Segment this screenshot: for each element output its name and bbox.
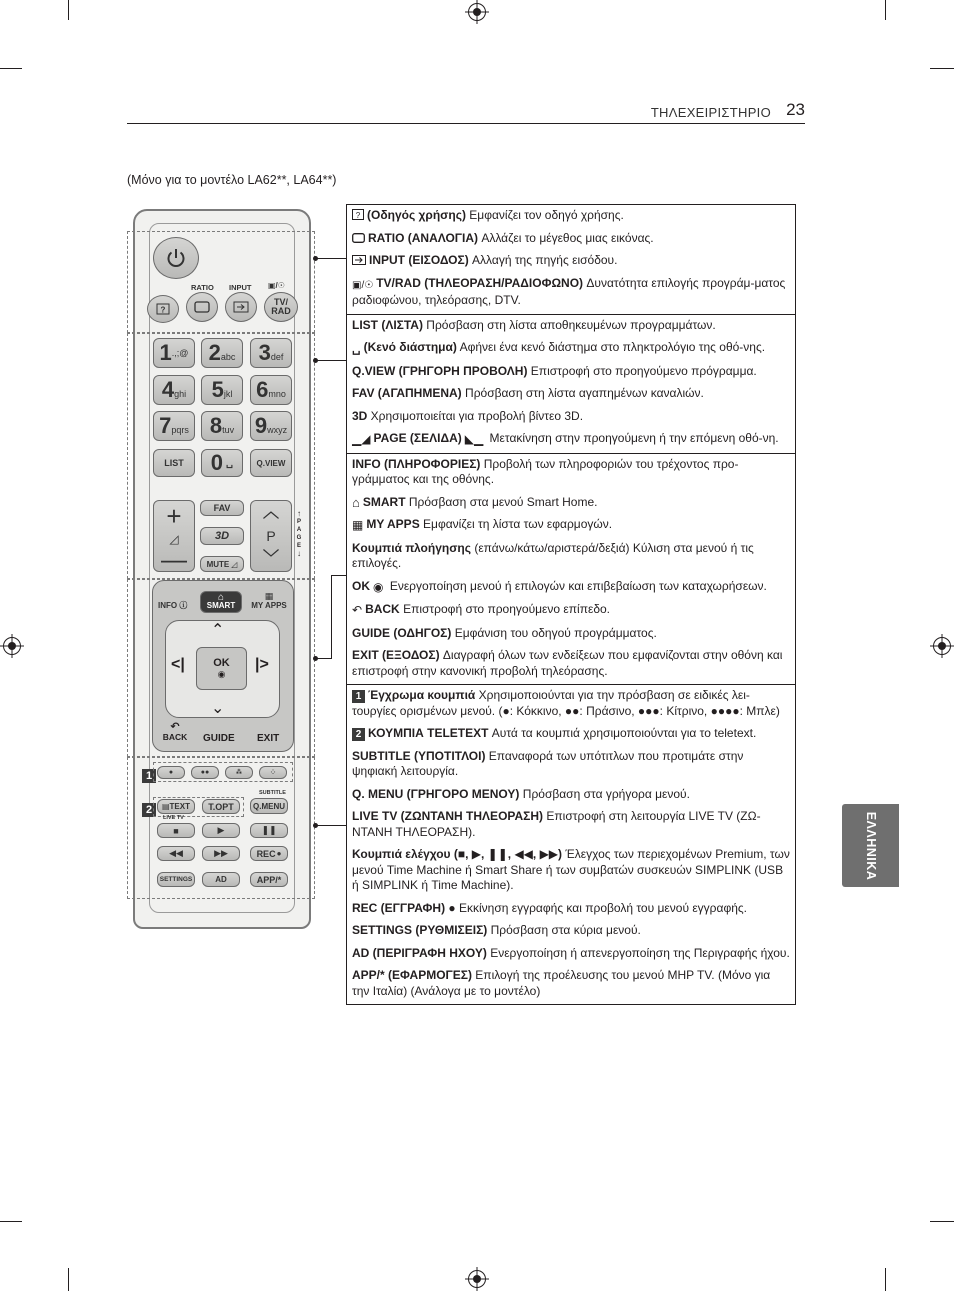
description-table <box>346 204 796 1005</box>
badge-2: 2 <box>142 803 156 817</box>
play-button[interactable] <box>202 823 240 838</box>
desc-item: 2 ΚΟΥΜΠΙΑ TELETEXT Αυτά τα κουμπιά χρησιμοποιούνται για το teletext. <box>352 726 790 742</box>
mute-icon: ◿ <box>231 559 238 569</box>
input-icon <box>233 301 249 313</box>
input-icon <box>352 255 366 265</box>
desc-item: GUIDE (ΟΔΗΓΟΣ) Εμφάνιση του οδηγού προγράμματος. <box>352 625 657 640</box>
desc-item: Κουμπιά πλοήγησης (επάνω/κάτω/αριστερά/δεξιά) Κύλιση στα μενού ή τις επιλογές. <box>352 540 754 570</box>
green-button[interactable]: ●● <box>191 766 219 779</box>
info-icon: ⓘ <box>179 601 188 610</box>
crop-mark <box>0 68 22 69</box>
svg-text:?: ? <box>355 210 361 220</box>
nav-up-icon[interactable]: ⌃ <box>211 622 225 639</box>
play-icon: ▶ <box>217 825 225 835</box>
space-icon: ␣ <box>226 457 234 469</box>
smart-button[interactable]: ⌂ SMART <box>200 591 242 613</box>
info-button[interactable]: INFO ⓘ <box>158 601 188 610</box>
desc-item: ␣ (Κενό διάστημα) Αφήνει ένα κενό διάστημα στο πληκτρολόγιο της οθό-νης. <box>352 340 766 355</box>
rewind-button[interactable] <box>157 846 195 861</box>
page-up-icon: ▁◢ <box>352 432 371 446</box>
volume-up-icon: + <box>166 501 182 531</box>
page-header <box>127 96 805 124</box>
ok-icon: ◉ <box>373 579 384 594</box>
registration-mark <box>468 3 486 21</box>
power-icon <box>164 246 188 270</box>
nav-left-icon[interactable]: <| <box>171 656 185 673</box>
input-label: INPUT <box>229 283 252 292</box>
leader-dot <box>313 256 318 261</box>
ad-button[interactable]: AD <box>202 872 240 887</box>
crop-mark <box>68 1268 69 1291</box>
blue-button[interactable]: ⁘ <box>259 766 287 779</box>
channel-rocker[interactable]: ︿ P ﹀ <box>250 500 292 572</box>
desc-item: OK ◉ Ενεργοποίηση μενού ή επιλογών και επιβεβαίωση των καταχωρήσεων. <box>352 578 767 594</box>
section-navigation-buttons <box>347 453 795 685</box>
tvrad-top: TV/ <box>273 297 288 307</box>
section-top-buttons <box>347 205 795 314</box>
desc-item: INPUT (ΕΙΣΟΔΟΣ) Αλλαγή της πηγής εισόδου. <box>352 253 790 269</box>
key-1[interactable]: 1 .,;@ <box>153 338 195 368</box>
desc-item: Κουμπιά ελέγχου (■, ▶, ❚❚, ◀◀, ▶▶) Έλεγχος των περιεχομένων Premium, των μενού Time Machine ή Smart Share ή των συμβατών συσκευών SIMPLINK (USB ή SIMPLINK ή Time Machine). <box>352 847 790 892</box>
ok-icon: ◉ <box>217 669 226 679</box>
desc-item: Q. MENU (ΓΡΗΓΟΡΟ ΜΕΝΟΥ) Πρόσβαση στα γρήγορα μενού. <box>352 786 690 801</box>
mute-button[interactable]: MUTE ◿ <box>200 556 244 572</box>
language-tab <box>842 804 899 887</box>
text-icon: ▤ <box>161 802 170 811</box>
fav-button[interactable]: FAV <box>200 500 244 516</box>
desc-item: 3D Χρησιμοποιείται για προβολή βίντεο 3D. <box>352 408 584 423</box>
stop-button[interactable] <box>157 823 195 838</box>
desc-item: AD (ΠΕΡΙΓΡΑΦΗ ΗΧΟΥ) Ενεργοποίηση ή απενεργοποίηση της Περιγραφής ήχου. <box>352 945 790 960</box>
tvrad-icon-label: ▣/☉ <box>268 281 285 290</box>
section-title: ΤΗΛΕΧΕΙΡΙΣΤΗΡΙΟ <box>650 105 771 120</box>
volume-down-icon: — <box>161 544 187 574</box>
desc-item: FAV (ΑΓΑΠΗΜΕΝΑ) Πρόσβαση στη λίστα αγαπημένων καναλιών. <box>352 386 704 400</box>
fast-forward-button[interactable] <box>202 846 240 861</box>
leader-line <box>315 258 347 259</box>
threed-button[interactable]: 3D <box>200 527 244 545</box>
desc-item: ⌂ SMART Πρόσβαση στα μενού Smart Home. <box>352 494 598 510</box>
badge-2: 2 <box>352 728 365 741</box>
qmenu-button[interactable]: Q.MENU <box>250 798 288 814</box>
desc-item: ▁◢ PAGE (ΣΕΛΙΔΑ) ◣▁ Μετακίνηση στην προηγούμενη ή την επόμενη οθό-νη. <box>352 431 779 446</box>
key-9[interactable]: 9 wxyz <box>250 411 292 441</box>
key-2[interactable]: 2 abc <box>201 338 243 368</box>
desc-item: Q.VIEW (ΓΡΗΓΟΡΗ ΠΡΟΒΟΛΗ) Επιστροφή στο προηγούμενο πρόγραμμα. <box>352 363 757 378</box>
tvrad-bottom: RAD <box>271 306 291 316</box>
leader-line <box>331 575 347 576</box>
power-button[interactable] <box>153 237 199 279</box>
ok-button[interactable]: OK ◉ <box>196 647 247 690</box>
back-icon: ↶ <box>352 603 363 617</box>
leader-dot <box>313 823 318 828</box>
app-button[interactable]: APP/* <box>250 872 288 887</box>
question-icon <box>352 209 364 220</box>
registration-mark <box>933 637 951 655</box>
leader-line <box>315 360 347 361</box>
grid-icon: ▦ <box>264 591 274 601</box>
channel-down-icon: ﹀ <box>262 550 279 567</box>
desc-item: LIVE TV (ΖΩΝΤΑΝΗ ΤΗΛΕΟΡΑΣΗ) Επιστροφή στη λειτουργία LIVE TV (ΖΩ-ΝΤΑΝΗ ΤΗΛΕΟΡΑΣΗ). <box>352 809 761 839</box>
page-number: 23 <box>786 100 805 119</box>
desc-item: INFO (ΠΛΗΡΟΦΟΡΙΕΣ) Προβολή των πληροφοριών του τρέχοντος προ-γράμματος και της οθόνης. <box>352 456 739 486</box>
desc-item: RATIO (ΑΝΑΛΟΓΙΑ) Αλλάζει το μέγεθος μιας εικόνας. <box>352 231 790 247</box>
home-icon: ⌂ <box>352 494 360 510</box>
home-icon: ⌂ <box>217 592 225 603</box>
ratio-icon <box>352 233 365 243</box>
space-icon: ␣ <box>352 341 361 355</box>
channel-up-icon: ︿ <box>262 504 279 521</box>
yellow-button[interactable]: ⁂ <box>225 766 253 779</box>
back-icon: ↶ <box>170 721 180 733</box>
key-3[interactable]: 3 def <box>250 338 292 368</box>
pause-button[interactable] <box>250 823 288 838</box>
guide-button[interactable]: GUIDE <box>203 733 235 744</box>
desc-item: 1 Έγχρωμα κουμπιά Χρησιμοποιούνται για την πρόσβαση σε ειδικές λει-τουργίες ορισμένων μενού. (●: Κόκκινο, ●●: Πράσινο, ●●●: Κίτρινο, ●●●●: Μπλε) <box>352 688 780 718</box>
leader-dot <box>313 656 318 661</box>
rewind-icon: ◀◀ <box>169 848 183 858</box>
key-7[interactable]: 7 pqrs <box>153 411 195 441</box>
crop-mark <box>0 1221 22 1222</box>
text-button[interactable]: ▤ TEXT <box>157 799 195 814</box>
topt-button[interactable]: T.OPT <box>202 799 240 814</box>
crop-mark <box>930 1221 954 1222</box>
key-5[interactable]: 5 jkl <box>201 375 243 405</box>
myapps-button[interactable]: ▦ MY APPS <box>251 591 287 610</box>
rec-icon: ● <box>276 849 282 858</box>
crop-mark <box>68 0 69 20</box>
settings-button[interactable]: SETTINGS <box>157 872 195 887</box>
desc-item: ↶ BACK Επιστροφή στο προηγούμενο επίπεδο. <box>352 602 611 617</box>
tvrad-icon: ▣/☉ <box>352 279 374 291</box>
list-button[interactable]: LIST <box>153 449 195 477</box>
pause-icon: ❚❚ <box>261 825 277 835</box>
qview-button[interactable]: Q.VIEW <box>250 449 292 477</box>
crop-mark <box>885 0 886 20</box>
key-0-space[interactable]: 0 ␣ <box>201 449 243 477</box>
desc-item: REC (ΕΓΓΡΑΦΗ) ● Εκκίνηση εγγραφής και προβολή του μενού εγγραφής. <box>352 900 748 915</box>
question-icon <box>156 303 170 315</box>
exit-button[interactable]: EXIT <box>257 733 280 744</box>
tvrad-button[interactable] <box>264 292 298 322</box>
key-6[interactable]: 6 mno <box>250 375 292 405</box>
subtitle-label: SUBTITLE <box>259 790 286 796</box>
svg-text:?: ? <box>160 305 166 315</box>
key-8[interactable]: 8 tuv <box>201 411 243 441</box>
language-tab-label: ΕΛΛΗΝΙΚΑ <box>863 811 878 880</box>
leader-line <box>315 825 347 826</box>
grid-icon: ▦ <box>352 518 364 532</box>
volume-icon: ◿ <box>169 532 179 546</box>
ratio-icon <box>194 301 210 313</box>
registration-mark <box>468 1270 486 1288</box>
nav-down-icon[interactable]: ⌄ <box>211 700 225 717</box>
badge-1: 1 <box>352 690 365 703</box>
section-bottom-buttons <box>347 684 795 1004</box>
desc-item: SUBTITLE (ΥΠΟΤΙΤΛΟΙ) Επαναφορά των υπότιτλων που προτιμάτε στην ψηφιακή λειτουργία. <box>352 748 744 778</box>
livetv-label: LIVE TV <box>163 815 184 821</box>
page-label: ↑ P A G E ↓ <box>296 509 302 558</box>
badge-1: 1 <box>142 769 156 783</box>
desc-item: LIST (ΛΙΣΤΑ) Πρόσβαση στη λίστα αποθηκευμένων προγραμμάτων. <box>352 317 716 332</box>
stop-icon: ■ <box>173 825 179 836</box>
crop-mark <box>885 1268 886 1291</box>
leader-dot <box>313 358 318 363</box>
desc-item: APP/* (ΕΦΑΡΜΟΓΕΣ) Επιλογή της προέλευσης του μενού MHP TV. (Μόνο για την Ιταλία) (Ανάλογα με το μοντέλο) <box>352 968 771 998</box>
desc-item: ▦ MY APPS Εμφανίζει τη λίστα των εφαρμογών. <box>352 517 613 532</box>
model-note: (Μόνο για το μοντέλο LA62**, LA64**) <box>127 173 337 187</box>
desc-item: ▣/☉ TV/RAD (ΤΗΛΕΟΡΑΣΗ/ΡΑΔΙΟΦΩΝΟ) Δυνατότητα επιλογής προγράμ-ματος ραδιοφώνου, τηλεόρασης, DTV. <box>352 275 786 307</box>
ratio-button[interactable] <box>186 292 218 322</box>
section-number-buttons <box>347 314 795 453</box>
desc-item: EXIT (ΕΞΟΔΟΣ) Διαγραφή όλων των ενδείξεων που εμφανίζονται στην οθόνη και επιστροφή στην κανονική προβολή τηλεόρασης. <box>352 648 783 678</box>
volume-rocker[interactable] <box>153 500 195 572</box>
leader-line <box>331 575 332 659</box>
desc-item: ? (Οδηγός χρήσης) Εμφανίζει τον οδηγό χρήσης. <box>352 208 790 224</box>
page-down-icon: ◣▁ <box>464 432 484 446</box>
crop-mark <box>930 68 954 69</box>
desc-item: SETTINGS (ΡΥΘΜΙΣΕΙΣ) Πρόσβαση στα κύρια μενού. <box>352 923 641 937</box>
nav-right-icon[interactable]: |> <box>255 656 269 673</box>
key-4[interactable]: 4 ghi <box>153 375 195 405</box>
red-button[interactable]: ● <box>157 766 185 779</box>
user-guide-button[interactable] <box>147 295 179 323</box>
fast-forward-icon: ▶▶ <box>214 848 228 858</box>
rec-button[interactable]: REC ● <box>250 846 288 861</box>
registration-mark <box>3 637 21 655</box>
ratio-label: RATIO <box>191 283 214 292</box>
back-button[interactable]: ↶ BACK <box>158 722 192 742</box>
input-button[interactable] <box>225 292 257 322</box>
